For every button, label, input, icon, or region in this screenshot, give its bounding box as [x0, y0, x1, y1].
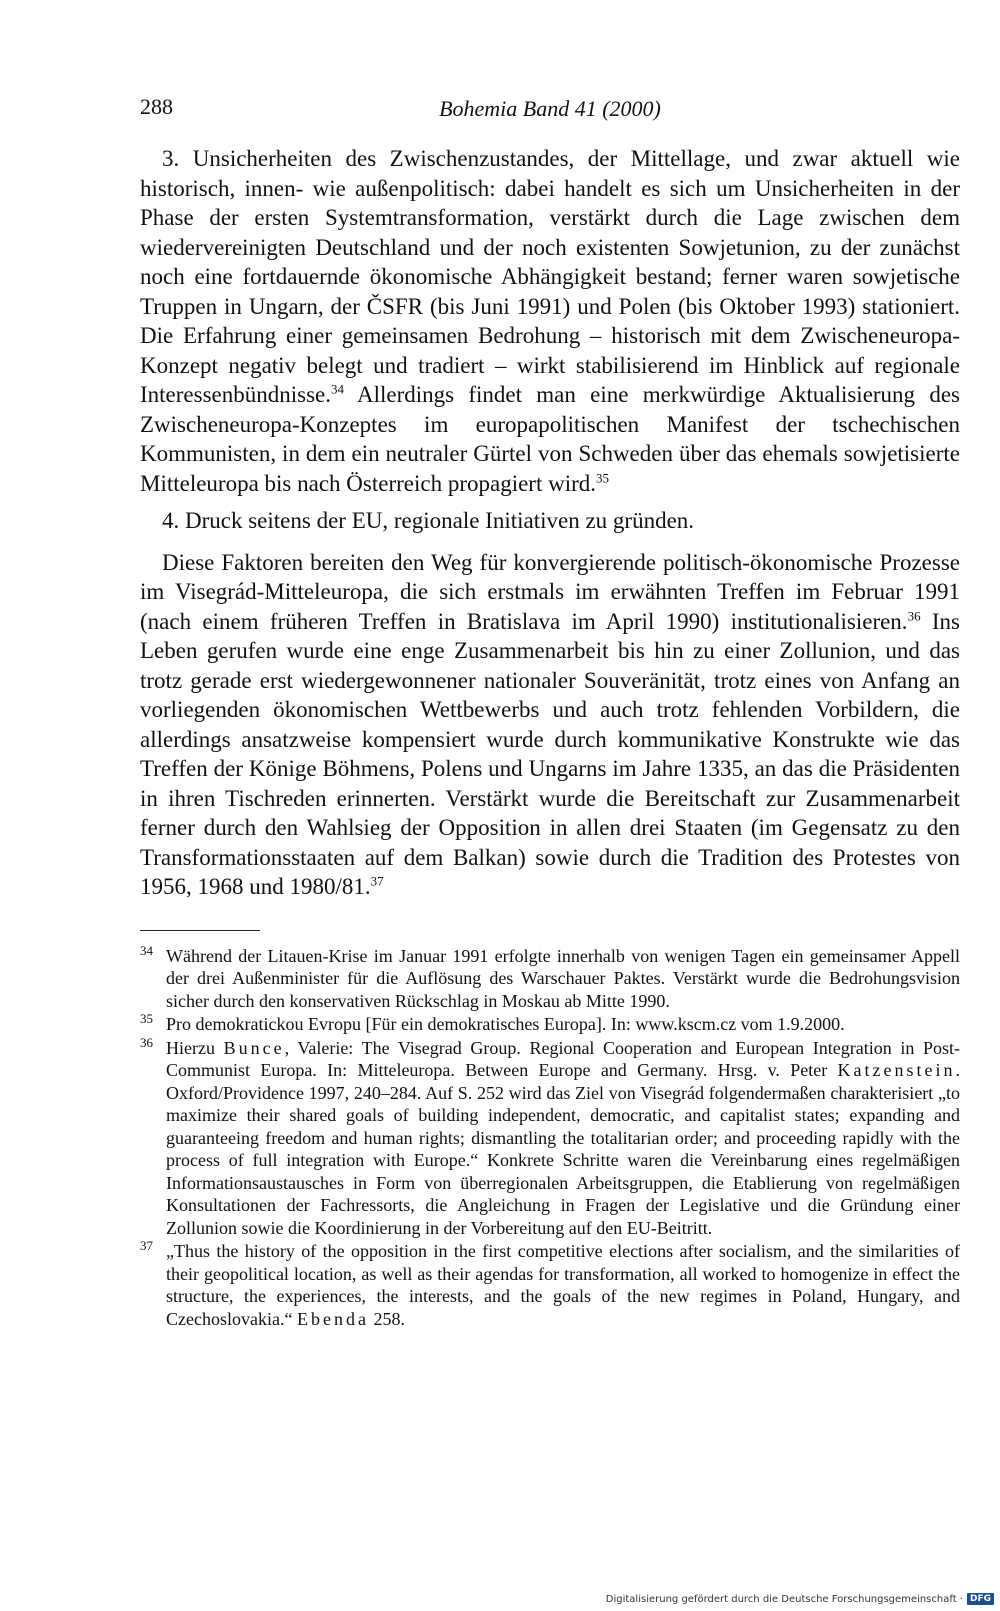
footnotes	[140, 942, 960, 1331]
footnote-37	[140, 1240, 960, 1330]
running-head: Bohemia Band 41 (2000)	[439, 96, 661, 121]
footnote-ref-36: 36	[907, 607, 921, 623]
paragraph-text: 3. Unsicherheiten des Zwischenzustandes, der Mittellage, und zwar aktuell wie historisch, innen- wie außenpolitisch: dabei handelt es sich um Unsicherheiten in der Phase der ersten Systemtransformation, verstärkt durch die Lage zwischen dem wiedervereinigten Deutschland und der noch existenten Sowjetunion, zu der zunächst noch eine fortdauernde ökonomische Abhängigkeit bestand; ferner waren sowjetische Truppen in Ungarn, der ČSFR (bis Juni 1991) und Polen (bis Oktober 1993) stationiert. Die Erfahrung einer gemeinsamen Bedrohung – historisch mit dem Zwischeneuropa-Konzept negativ belegt und tradiert – wirkt stabilisierend im Hinblick auf regionale Interessenbündnisse.	[140, 146, 960, 407]
author-name: Bunce	[223, 1037, 285, 1058]
paragraph-text: Ins Leben gerufen wurde eine enge Zusammenarbeit bis hin zu einer Zollunion, und das trotz gerade erst wiedergewonnener nationaler Souveränität, trotz eines von Anfang an vorliegenden ökonomischen Wettbewerbs und auch trotz fehlenden Vorbildern, die allerdings ansatzweise kompensiert wurde durch kommunikative Konstrukte wie das Treffen der Könige Böhmens, Polens und Ungarns im Jahre 1335, an das die Präsidenten in ihren Tischreden erinnerten. Verstärkt wurde die Bereitschaft zur Zusammenarbeit ferner durch den Wahlsieg der Opposition in allen drei Staaten (im Gegensatz zu den Transformationsstaaten auf dem Balkan) sowie durch die Tradition des Protestes von 1956, 1968 und 1980/81.	[140, 608, 960, 899]
footnote-35	[140, 1013, 960, 1036]
footnote-text	[166, 1241, 960, 1329]
footnote-text-part: 258.	[368, 1308, 405, 1329]
paragraph-point-3	[140, 144, 960, 498]
ebenda-reference: Ebenda	[296, 1308, 369, 1329]
footnote-34	[140, 942, 960, 1013]
paragraph-factors	[140, 548, 960, 902]
footnote-text: Während der Litauen-Krise im Januar 1991 erfolgte innerhalb von wenigen Tagen ein gemeinsamer Appell der drei Außenminister für die Auflösung des Warschauer Paktes. Verstärkt wurde die Bedrohungsvision sicher durch den konservativen Rückschlag in Moskau ab Mitte 1990.	[166, 945, 960, 1011]
footnote-text-part: „Thus the history of the opposition in the first competitive elections after socialism, and the similarities of their geopolitical location, as well as their agendas for transformation, all worked to homogenize in effect the structure, the experiences, the interests, and the goals of the new regimes in Poland, Hungary, and Czechoslovakia.“	[166, 1241, 960, 1329]
footnote-ref-35: 35	[596, 469, 610, 485]
body-text	[140, 144, 960, 902]
footnote-ref-34: 34	[331, 381, 344, 397]
document-page	[140, 90, 960, 1331]
footnote-text-part: , Valerie: The Visegrad Group. Regional Cooperation and European Integration in Post-Communist Europa. In: Mitteleuropa. Between Europe and Germany. Hrsg. v. Peter	[166, 1037, 960, 1080]
page-header	[140, 90, 960, 130]
page-number: 288	[140, 94, 173, 119]
author-name: Katzenstein	[837, 1060, 956, 1080]
paragraph-text: Allerdings findet man eine merkwürdige Aktualisierung des Zwischeneuropa-Konzeptes im europapolitischen Manifest der tschechischen Kommunisten, in dem ein neutraler Gürtel von Schweden über das ehemals sowjetisierte Mitteleuropa bis nach Österreich propagiert wird.	[140, 382, 960, 496]
footnote-number: 36	[140, 1034, 153, 1050]
footnote-text: Pro demokratickou Evropu [Für ein demokratisches Europa]. In: www.kscm.cz vom 1.9.2000.	[166, 1014, 845, 1034]
credit-text: Digitalisierung gefördert durch die Deutsche Forschungsgemeinschaft ·	[605, 1593, 963, 1605]
footnote-number: 35	[140, 1011, 153, 1026]
dfg-logo-icon: DFG	[967, 1593, 994, 1605]
footnote-36	[140, 1034, 960, 1240]
footnote-text-part: Hierzu	[166, 1037, 224, 1058]
footnote-number: 34	[140, 942, 153, 958]
footnote-text	[166, 1038, 960, 1238]
footnote-number: 37	[140, 1238, 153, 1253]
paragraph-text: Diese Faktoren bereiten den Weg für konvergierende politisch-ökonomische Prozesse im Visegrád-Mitteleuropa, die sich erstmals im erwähnten Treffen im Februar 1991 (nach einem früheren Treffen in Bratislava im April 1990) institutionalisieren.	[140, 549, 960, 634]
paragraph-point-4	[140, 506, 960, 536]
digitization-credit	[606, 1593, 994, 1605]
footnote-ref-37: 37	[370, 873, 384, 889]
footnote-text-part: . Oxford/Providence 1997, 240–284. Auf S. 252 wird das Ziel von Visegrád folgendermaßen charakterisiert „to maximize their shared goals of building independent, democratic, and capitalist states; expanding and guaranteeing freedom and human rights; dismantling the totalitarian order; and proceeding rapidly with the process of full integration with Europe.“ Konkrete Schritte waren die Vereinbarung eines regelmäßigen Informationsaustausches in Form von überregionalen Arbeitsgruppen, die Etablierung von regelmäßigen Konsultationen der Fachressorts, die Angleichung in Fragen der Legislative und die Gründung einer Zollunion sowie die Koordinierung in der Vorbereitung auf den EU-Beitritt.	[166, 1060, 960, 1238]
footnote-divider	[140, 930, 260, 931]
paragraph-text: 4. Druck seitens der EU, regionale Initiativen zu gründen.	[162, 508, 695, 533]
